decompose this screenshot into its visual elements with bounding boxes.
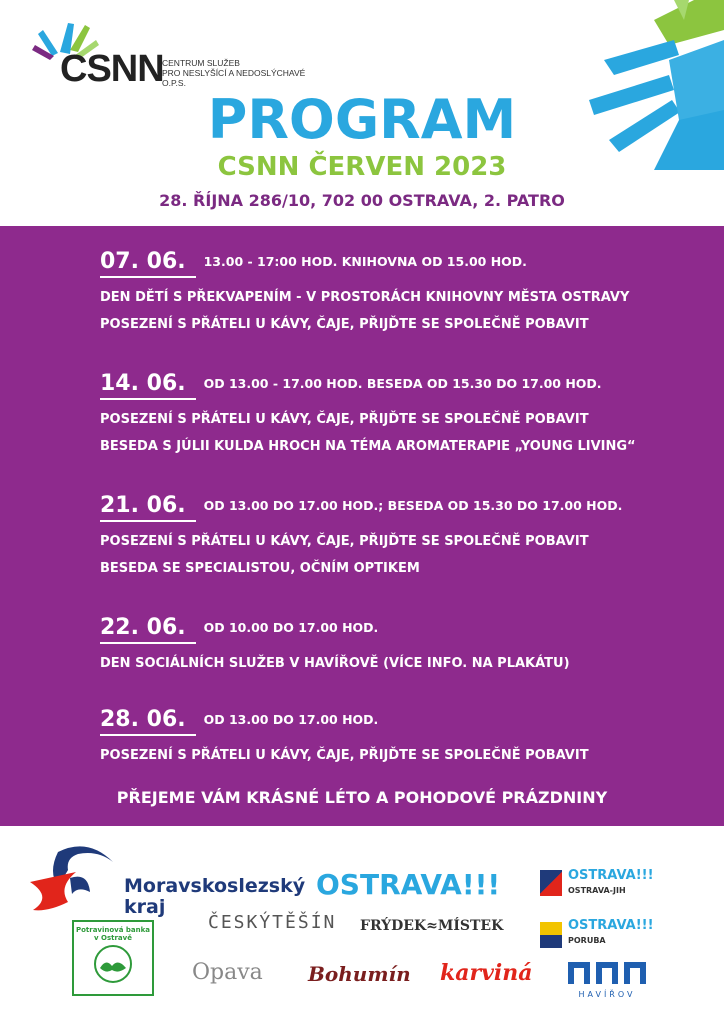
logo-sub-line: CENTRUM SLUŽEB xyxy=(162,58,240,68)
ostrava-jih-logo: OSTRAVA!!! xyxy=(568,868,654,883)
poruba-crest-icon xyxy=(540,922,562,948)
closing-wish: PŘEJEME VÁM KRÁSNÉ LÉTO A POHODOVÉ PRÁZDNINY xyxy=(116,788,608,807)
entry-line: DEN SOCIÁLNÍCH SLUŽEB V HAVÍŘOVĚ (VÍCE INFO. NA PLAKÁTU) xyxy=(100,656,570,671)
potravinova-line: Potravinová banka xyxy=(75,926,151,934)
program-entry xyxy=(100,706,589,763)
program-entry xyxy=(100,370,636,454)
entry-line: BESEDA SE SPECIALISTOU, OČNÍM OPTIKEM xyxy=(100,561,420,576)
entry-time: OD 10.00 DO 17.00 HOD. xyxy=(203,620,379,635)
address: 28. ŘÍJNA 286/10, 702 00 OSTRAVA, 2. PATRO xyxy=(159,191,565,210)
entry-date: 21. 06. xyxy=(100,492,196,522)
entry-date: 07. 06. xyxy=(100,248,196,278)
entry-time: OD 13.00 - 17.00 HOD. BESEDA OD 15.30 DO 17.00 HOD. xyxy=(203,376,602,391)
page-title: PROGRAM xyxy=(207,88,517,151)
ostrava-jih-sub: OSTRAVA-JIH xyxy=(568,886,626,895)
entry-time: OD 13.00 DO 17.00 HOD. xyxy=(203,712,379,727)
entry-line: POSEZENÍ S PŘÁTELI U KÁVY, ČAJE, PŘIJĎTE SE SPOLEČNĚ POBAVIT xyxy=(100,412,589,427)
entry-date: 28. 06. xyxy=(100,706,196,736)
cesky-tesin-logo: ČESKÝTĚŠÍN xyxy=(208,912,337,933)
logo-wordmark: CSNN xyxy=(60,48,164,90)
karvina-logo: karviná xyxy=(440,960,533,986)
ostrava-poruba-logo: OSTRAVA!!! xyxy=(568,918,654,933)
msk-line: Moravskoslezský xyxy=(124,875,306,897)
program-entry xyxy=(100,614,570,671)
opava-logo: Opava xyxy=(192,960,263,985)
entry-date: 22. 06. xyxy=(100,614,196,644)
program-entry xyxy=(100,492,622,576)
entry-time: 13.00 - 17:00 HOD. KNIHOVNA OD 15.00 HOD. xyxy=(203,254,527,269)
entry-line: BESEDA S JÚLII KULDA HROCH NA TÉMA AROMATERAPIE „YOUNG LIVING“ xyxy=(100,439,636,454)
entry-line: POSEZENÍ S PŘÁTELI U KÁVY, ČAJE, PŘIJĎTE SE SPOLEČNĚ POBAVIT xyxy=(100,534,589,549)
ostrava-jih-crest-icon xyxy=(540,870,562,896)
msk-line: kraj xyxy=(124,896,166,918)
havirov-logo-icon xyxy=(566,956,648,986)
logo-sub-line: PRO NESLYŠÍCÍ A NEDOSLÝCHAVÉ xyxy=(162,68,306,78)
page-subtitle: CSNN ČERVEN 2023 xyxy=(217,152,507,182)
entry-time: OD 13.00 DO 17.00 HOD.; BESEDA OD 15.30 DO 17.00 HOD. xyxy=(203,498,623,513)
ostrava-poruba-sub: PORUBA xyxy=(568,936,606,945)
entry-date: 14. 06. xyxy=(100,370,196,400)
program-entry xyxy=(100,248,629,332)
bohumin-logo: Bohumín xyxy=(308,962,411,986)
entry-line: POSEZENÍ S PŘÁTELI U KÁVY, ČAJE, PŘIJĎTE SE SPOLEČNĚ POBAVIT xyxy=(100,748,589,763)
havirov-text: HAVÍŘOV xyxy=(578,990,636,999)
birds-circle-icon xyxy=(90,944,136,984)
logo-subtitle xyxy=(162,58,305,88)
logo-sub-line: O.P.S. xyxy=(162,78,186,88)
moravskoslezsky-kraj-emblem-icon xyxy=(28,842,118,914)
entry-line: DEN DĚTÍ S PŘEKVAPENÍM - V PROSTORÁCH KNIHOVNY MĚSTA OSTRAVY xyxy=(100,290,630,305)
ostrava-logo: OSTRAVA!!! xyxy=(316,868,501,901)
frydek-mistek-logo: FRÝDEK≈MÍSTEK xyxy=(360,918,504,934)
potravinova-banka-logo xyxy=(72,920,154,996)
potravinova-line: v Ostravě xyxy=(94,934,132,942)
entry-line: POSEZENÍ S PŘÁTELI U KÁVY, ČAJE, PŘIJĎTE SE SPOLEČNĚ POBAVIT xyxy=(100,317,589,332)
